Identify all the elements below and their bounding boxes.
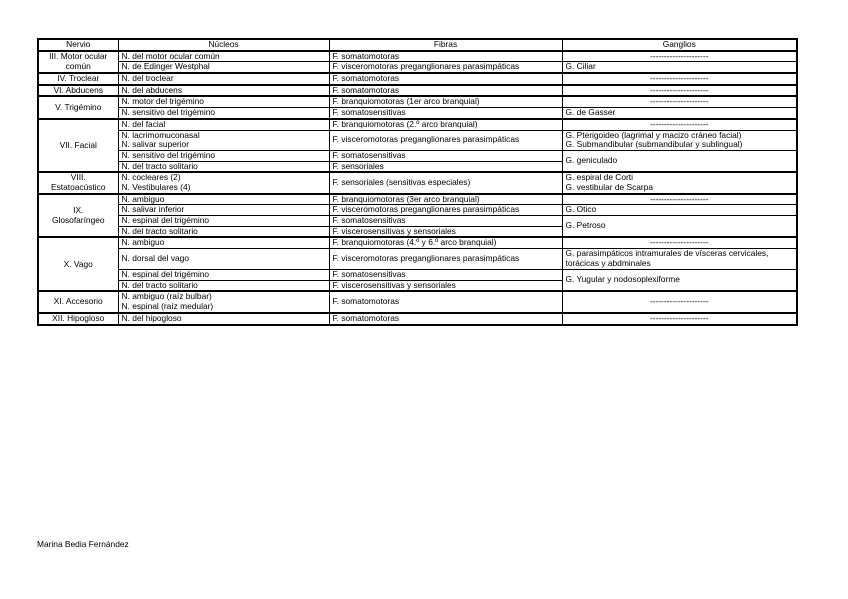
nucleus-cell: N. espinal del trigémino	[118, 270, 329, 281]
nucleus-cell: N. motor del trigémino	[118, 96, 329, 107]
fiber-cell: F. somatomotoras	[329, 291, 562, 312]
fiber-cell: F. branquiomotoras (4.º y 6.º arco branquial)	[329, 237, 562, 248]
nerve-ix-group	[38, 194, 797, 238]
fiber-cell: F. somatosensitivas	[329, 108, 562, 119]
table-row	[38, 119, 797, 130]
nerve-x-group	[38, 237, 797, 291]
nerve-xii-group	[38, 313, 797, 325]
nucleus-cell: N. ambiguo	[118, 237, 329, 248]
header-nervio: Nervio	[38, 39, 118, 51]
nerve-name: V. Trigémino	[38, 96, 118, 118]
nucleus-cell: N. de Edinger Westphal	[118, 62, 329, 73]
nucleus-cell: N. del facial	[118, 119, 329, 130]
nucleus-cell: N. del abducens	[118, 85, 329, 97]
fiber-cell: F. somatosensitivas	[329, 216, 562, 227]
table-row	[38, 62, 797, 73]
nucleus-cell: N. del motor ocular común	[118, 51, 329, 62]
nerve-name: XI. Accesorio	[38, 291, 118, 312]
nerve-name: IV. Troclear	[38, 73, 118, 85]
ganglion-cell: G. geniculado	[562, 150, 797, 172]
ganglion-cell: ---------------------	[562, 119, 797, 130]
nerve-name: Estatoacústico	[38, 183, 118, 194]
nerve-viii-group	[38, 172, 797, 193]
nucleus-cell: N. del hipogloso	[118, 313, 329, 325]
ganglion-cell: G. Pterigoideo (lagrimal y macizo cráneo facial)	[562, 130, 797, 140]
ganglion-cell: G. espiral de Corti	[562, 172, 797, 183]
header-nucleos: Núcleos	[118, 39, 329, 51]
nucleus-cell: N. del tracto solitario	[118, 161, 329, 172]
table-row	[38, 194, 797, 205]
ganglion-cell: G. de Gasser	[562, 108, 797, 119]
ganglion-cell: ---------------------	[562, 51, 797, 62]
table-row	[38, 237, 797, 248]
nucleus-cell: N. sensitivo del trigémino	[118, 150, 329, 161]
nucleus-cell: N. del troclear	[118, 73, 329, 85]
header-fibras: Fibras	[329, 39, 562, 51]
nerve-name: XII. Hipogloso	[38, 313, 118, 325]
ganglion-cell: G. vestibular de Scarpa	[562, 183, 797, 194]
nerve-vi-group	[38, 85, 797, 97]
ganglion-cell: G. Submandibular (submandibular y sublingual)	[562, 140, 797, 150]
table-row	[38, 108, 797, 119]
nerve-vii-group	[38, 119, 797, 172]
nucleus-cell: N. lacrimomuconasal	[118, 130, 329, 140]
nucleus-cell: N. ambiguo	[118, 194, 329, 205]
nucleus-cell: N. del tracto solitario	[118, 280, 329, 291]
header-ganglios: Ganglios	[562, 39, 797, 51]
nerve-name: Glosofaríngeo	[38, 216, 118, 238]
ganglion-cell: ---------------------	[562, 194, 797, 205]
fiber-cell: F. somatomotoras	[329, 51, 562, 62]
table-row	[38, 51, 797, 62]
fiber-cell: F. somatomotoras	[329, 313, 562, 325]
ganglion-cell: ---------------------	[562, 73, 797, 85]
nerve-name: X. Vago	[38, 237, 118, 291]
fiber-cell: F. sensoriales	[329, 161, 562, 172]
table-row	[38, 205, 797, 216]
nerve-v-group	[38, 96, 797, 118]
table-row	[38, 270, 797, 281]
fiber-cell: F. visceromotoras preganglionares parasimpáticas	[329, 62, 562, 73]
ganglion-cell: G. Ciliar	[562, 62, 797, 73]
nerve-name: VII. Facial	[38, 119, 118, 172]
table-row	[38, 249, 797, 270]
fiber-cell: F. somatosensitivas	[329, 270, 562, 281]
fiber-cell: F. branquiomotoras (1er arco branquial)	[329, 96, 562, 107]
table-row	[38, 216, 797, 227]
nucleus-cell: N. salivar inferior	[118, 205, 329, 216]
table-row	[38, 291, 797, 302]
table-row	[38, 130, 797, 140]
table-row	[38, 313, 797, 325]
nerve-iii-group	[38, 51, 797, 73]
nucleus-cell: N. espinal (raíz medular)	[118, 302, 329, 313]
nucleus-cell: N. sensitivo del trigémino	[118, 108, 329, 119]
ganglion-cell: ---------------------	[562, 85, 797, 97]
nucleus-cell: N. Vestibulares (4)	[118, 183, 329, 194]
nerve-name: VI. Abducens	[38, 85, 118, 97]
nucleus-cell: N. salivar superior	[118, 140, 329, 150]
nucleus-cell: N. espinal del trigémino	[118, 216, 329, 227]
nerve-xi-group	[38, 291, 797, 312]
nucleus-cell: N. del tracto solitario	[118, 226, 329, 237]
fiber-cell: F. visceromotoras preganglionares parasimpáticas	[329, 205, 562, 216]
author-name: Marina Bedia Fernández	[37, 539, 129, 549]
nerve-name: III. Motor ocular común	[38, 51, 118, 73]
fiber-cell: F. branquiomotoras (2.º arco branquial)	[329, 119, 562, 130]
nerve-name: VIII.	[38, 172, 118, 183]
cranial-nerves-table	[37, 38, 798, 326]
fiber-cell: F. somatosensitivas	[329, 150, 562, 161]
fiber-cell: F. visceromotoras preganglionares parasimpáticas	[329, 130, 562, 150]
ganglion-cell: ---------------------	[562, 313, 797, 325]
nerve-name: IX.	[38, 194, 118, 216]
table-row	[38, 96, 797, 107]
nerve-iv-group	[38, 73, 797, 85]
nucleus-cell: N. dorsal del vago	[118, 249, 329, 270]
fiber-cell: F. branquiomotoras (3er arco branquial)	[329, 194, 562, 205]
ganglion-cell: ---------------------	[562, 96, 797, 107]
ganglion-cell: G. parasimpáticos intramurales de vísceras cervicales, torácicas y abdminales	[562, 249, 797, 270]
ganglion-cell: ---------------------	[562, 291, 797, 312]
fiber-cell: F. viscerosensitivas y sensoriales	[329, 226, 562, 237]
fiber-cell: F. sensoriales (sensitivas especiales)	[329, 172, 562, 193]
ganglion-cell: G. Yugular y nodosoplexiforme	[562, 270, 797, 292]
nucleus-cell: N. cocleares (2)	[118, 172, 329, 183]
fiber-cell: F. somatomotoras	[329, 73, 562, 85]
ganglion-cell: G. Otico	[562, 205, 797, 216]
fiber-cell: F. visceromotoras preganglionares parasimpáticas	[329, 249, 562, 270]
ganglion-cell: ---------------------	[562, 237, 797, 248]
ganglion-cell: G. Petroso	[562, 216, 797, 238]
fiber-cell: F. somatomotoras	[329, 85, 562, 97]
table-row	[38, 150, 797, 161]
table-row	[38, 73, 797, 85]
table-row	[38, 172, 797, 183]
nucleus-cell: N. ambiguo (raíz bulbar)	[118, 291, 329, 302]
fiber-cell: F. viscerosensitivas y sensoriales	[329, 280, 562, 291]
header-row	[38, 39, 797, 51]
table-row	[38, 85, 797, 97]
